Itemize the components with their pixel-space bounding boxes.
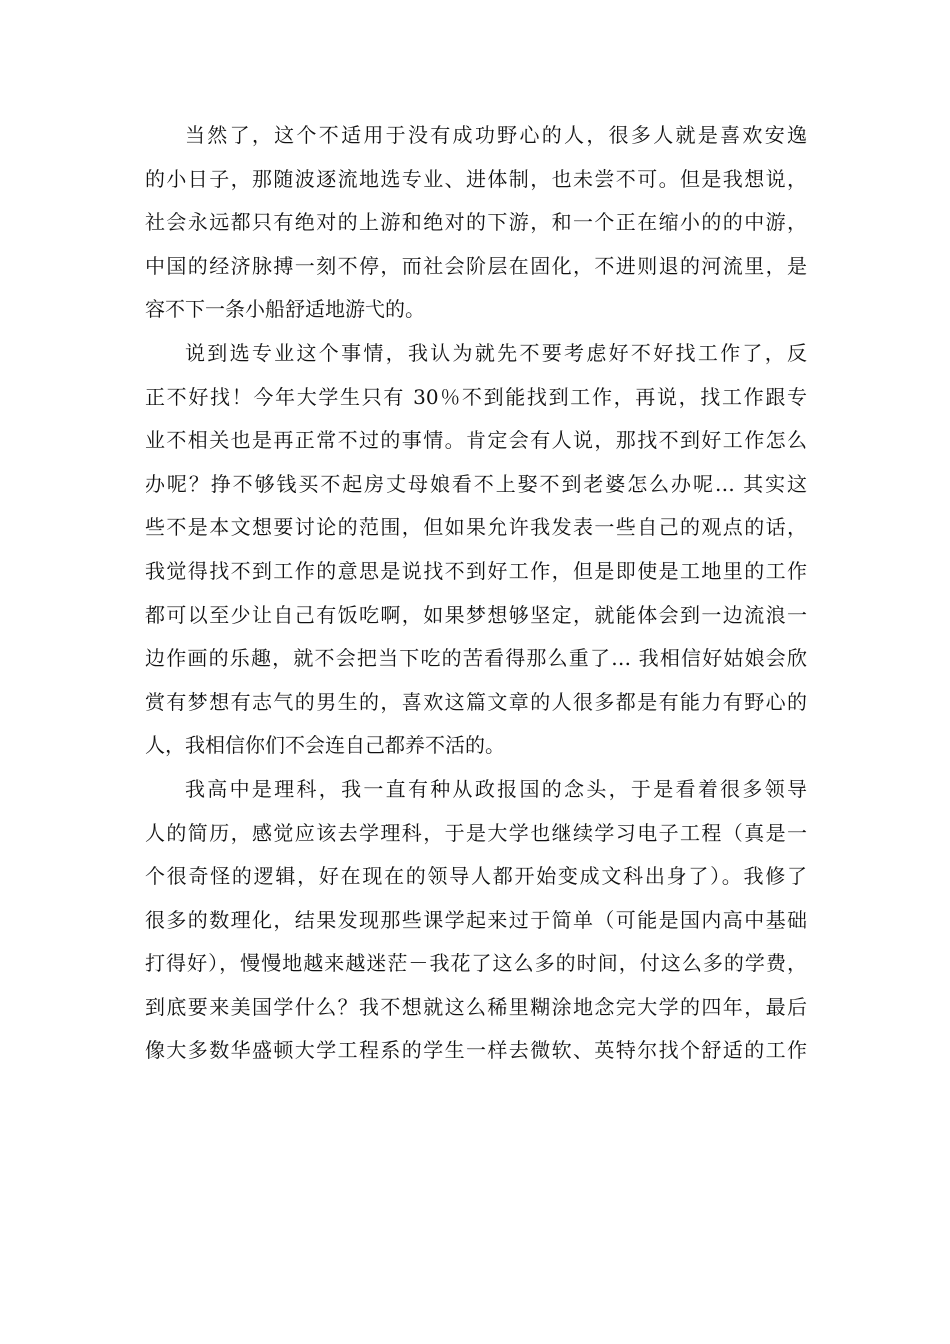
text-line: 正不好找！今年大学生只有 30％不到能找到工作，再说，找工作跟专	[145, 384, 807, 409]
text-line: 当然了，这个不适用于没有成功野心的人，很多人就是喜欢安逸	[185, 123, 807, 147]
text-line: 容不下一条小船舒适地游弋的。	[145, 297, 425, 322]
paragraph-2	[145, 332, 807, 768]
text-line: 赏有梦想有志气的男生的，喜欢这篇文章的人很多都是有能力有野心的	[145, 689, 807, 714]
text-line: 打得好），慢慢地越来越迷茫－我花了这么多的时间，付这么多的学费，	[145, 951, 807, 976]
text-line: 办呢？挣不够钱买不起房丈母娘看不上娶不到老婆怎么办呢… 其实这	[145, 471, 807, 496]
text-line: 业不相关也是再正常不过的事情。肯定会有人说，那找不到好工作怎么	[145, 428, 807, 453]
text-line: 个很奇怪的逻辑，好在现在的领导人都开始变成文科出身了）。我修了	[145, 864, 807, 889]
body-text	[145, 114, 807, 1073]
text-line: 都可以至少让自己有饭吃啊，如果梦想够坚定，就能体会到一边流浪一	[145, 602, 807, 627]
text-line: 像大多数华盛顿大学工程系的学生一样去微软、英特尔找个舒适的工作	[145, 1038, 807, 1063]
text-line: 人，我相信你们不会连自己都养不活的。	[145, 733, 505, 758]
text-line: 很多的数理化，结果发现那些课学起来过于简单（可能是国内高中基础	[145, 907, 807, 932]
text-line: 人的简历，感觉应该去学理科，于是大学也继续学习电子工程（真是一	[145, 820, 807, 845]
text-line: 的小日子，那随波逐流地选专业、进体制，也未尝不可。但是我想说，	[145, 166, 807, 191]
text-line: 边作画的乐趣，就不会把当下吃的苦看得那么重了… 我相信好姑娘会欣	[145, 646, 807, 671]
text-line: 中国的经济脉搏一刻不停，而社会阶层在固化，不进则退的河流里，是	[145, 253, 807, 278]
text-line: 到底要来美国学什么？我不想就这么稀里糊涂地念完大学的四年，最后	[145, 994, 807, 1019]
text-line: 社会永远都只有绝对的上游和绝对的下游，和一个正在缩小的的中游，	[145, 210, 807, 235]
text-line: 说到选专业这个事情，我认为就先不要考虑好不好找工作了，反	[185, 340, 807, 365]
text-line: 些不是本文想要讨论的范围，但如果允许我发表一些自己的观点的话，	[145, 515, 807, 540]
text-line: 我高中是理科，我一直有种从政报国的念头，于是看着很多领导	[185, 776, 807, 801]
text-line: 我觉得找不到工作的意思是说找不到好工作，但是即使是工地里的工作	[145, 558, 807, 583]
paragraph-3	[145, 768, 807, 1073]
paragraph-1	[145, 114, 807, 332]
